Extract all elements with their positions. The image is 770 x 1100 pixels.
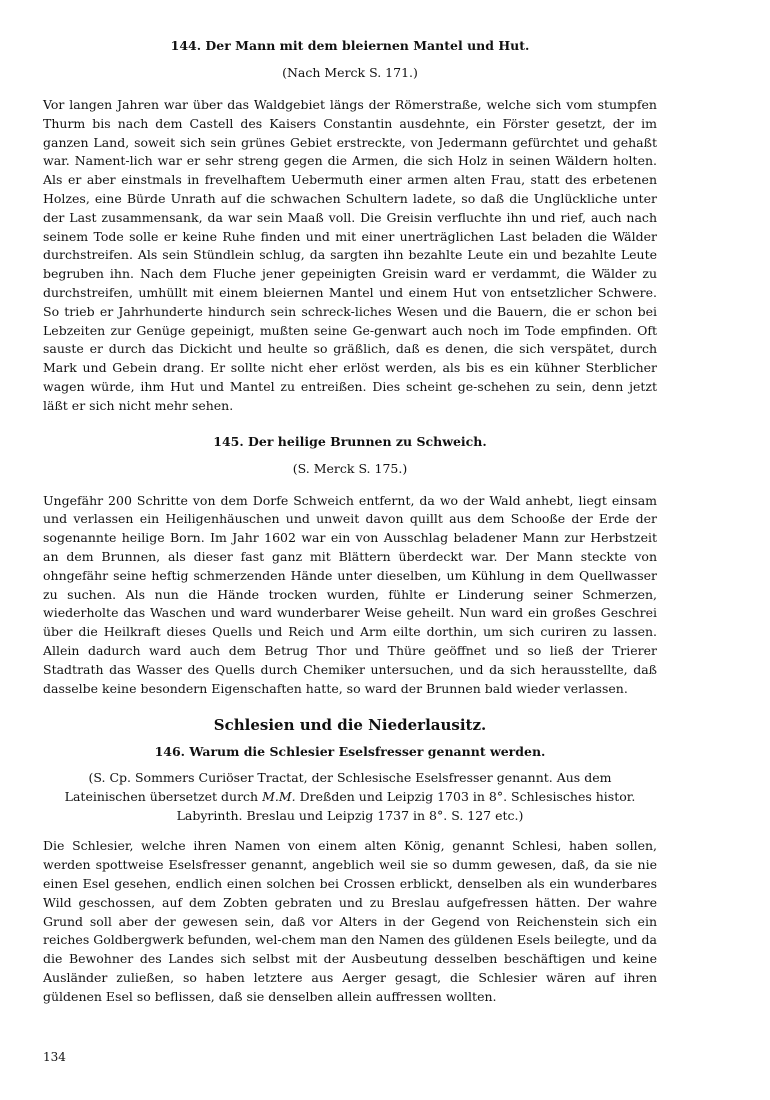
story-144-source: (Nach Merck S. 171.)	[282, 65, 418, 80]
story-146-source	[43, 768, 657, 825]
story-145-source: (S. Merck S. 175.)	[292, 460, 408, 476]
story-144-text: Vor langen Jahren war über das Waldgebiet längs der Römerstraße, welche sich vom stumpfen Thurm bis nach dem Castell des Kaisers Constantin ausdehnte, ein Förster gesetzt, der im ganzen Land, soweit sich sein grünes Gebiet erstreckte, von Jedermann gefürchtet und gehaßt war. Nament-lich war er sehr streng gegen die Armen, die sich Holz in seinen Wäldern holten. Als er aber einstmals in frevelhaftem Uebermuth einer armen alten Frau, statt des erbetenen Holzes, eine Bürde Unrath auf die schwachen Schultern ladete, so daß die Unglückliche unter der Last zusammensank, da war sein Maaß voll. Die Greisin verfluchte ihn und rief, auch nach seinem Tode solle er keine Ruhe finden und mit einer unerträglichen Last beladen die Wälder durchstreifen. Als sein Stündlein schlug, da sargten ihn bezahlte Leute ein und bezahlte Leute begruben ihn. Nach dem Fluche jener gepeinigten Greisin ward er verdammt, die Wälder zu durchstreifen, umhüllt mit einem bleiernen Mantel und einem Hut von entsetzlicher Schwere. So trieb er Jahrhunderte hindurch sein schreck-liches Wesen und die Bauern, die er schon bei Lebzeiten zur Genüge gepeinigt, mußten seine Ge-genwart auch noch im Tode empfinden. Oft sauste er durch das Dickicht und heulte so gräßlich, daß es denen, die sich verspätet, durch Mark und Gebein drang. Er sollte nicht eher erlöst werden, als bis es ein kühner Sterblicher wagen würde, ihm Hut und Mantel zu entreißen. Dies scheint ge-schehen zu sein, denn jetzt läßt er sich nicht mehr sehen.	[43, 97, 657, 413]
page-number: 134	[43, 1050, 66, 1064]
story-145-text: Ungefähr 200 Schritte von dem Dorfe Schweich entfernt, da wo der Wald anhebt, liegt einsam und verlassen ein Heiligenhäuschen und unweit davon quillt aus dem Schooße der Erde der sogenannte heilige Born. Im Jahr 1602 war ein von Ausschlag beladener Mann zur Herbstzeit an dem Brunnen, als dieser fast ganz mit Blättern überdeckt war. Der Mann steckte von ohngefähr seine heftig schmerzenden Hände unter dieselben, um Kühlung in dem Quellwasser zu suchen. Als nun die Hände trocken wurden, fühlte er Linderung seiner Schmerzen, wiederholte das Waschen und ward wunderbarer Weise geheilt. Nun ward ein großes Geschrei über die Heilkraft dieses Quells und Reich und Arm eilte dorthin, um sich curiren zu lassen. Allein dadurch ward auch dem Betrug Thor und Thüre geöffnet und so ließ der Trierer Stadtrath das Wasser des Quells durch Chemiker untersuchen, und da sich herausstellte, daß dasselbe keine besondern Eigenschaften hatte, so ward der Brunnen bald wieder verlassen.	[43, 492, 657, 696]
story-145-title: 145. Der heilige Brunnen zu Schweich.	[213, 433, 487, 449]
book-page	[43, 36, 657, 1006]
story-146-source-part1: (S. Cp. Sommers Curiöser Tractat, der Schlesische Eselsfresser genannt. Aus dem Lateinischen übersetzet durch	[64, 770, 612, 805]
section-title: Schlesien und die Niederlausitz.	[213, 716, 487, 735]
story-146-source-translator: M.M.	[262, 789, 296, 805]
story-146-title: 146. Warum die Schlesier Eselsfresser genannt werden.	[154, 744, 546, 760]
story-146-text: Die Schlesier, welche ihren Namen von einem alten König, genannt Schlesi, haben sollen, werden spottweise Eselsfresser genannt, angeblich weil sie so dumm gewesen, daß, da sie nie einen Esel gesehen, endlich einen solchen bei Crossen erblickt, denselben als ein wunderbares Wild geschossen, auf dem Zobten gebraten und zu Breslau aufgefressen hätten. Der wahre Grund soll aber der gewesen sein, daß vor Alters in der Gegend von Reichenstein sich ein reiches Goldbergwerk befunden, wel-chem man den Namen des güldenen Esels beilegte, und da die Bewohner des Landes sich selbst mit der Ausbeutung desselben beschäftigen und keine Ausländer zuließen, so haben letztere aus Aerger gesagt, die Schlesier wären auf ihren güldenen Esel so beflissen, daß sie denselben allein auffressen wollten.	[43, 838, 657, 1004]
story-146-source-part2: Dreßden und Leipzig 1703 in 8°. Schlesisches histor. Labyrinth. Breslau und Leipzig 1737 in 8°. S. 127 etc.)	[176, 789, 636, 824]
story-144-title: 144. Der Mann mit dem bleiernen Mantel und Hut.	[170, 38, 530, 53]
